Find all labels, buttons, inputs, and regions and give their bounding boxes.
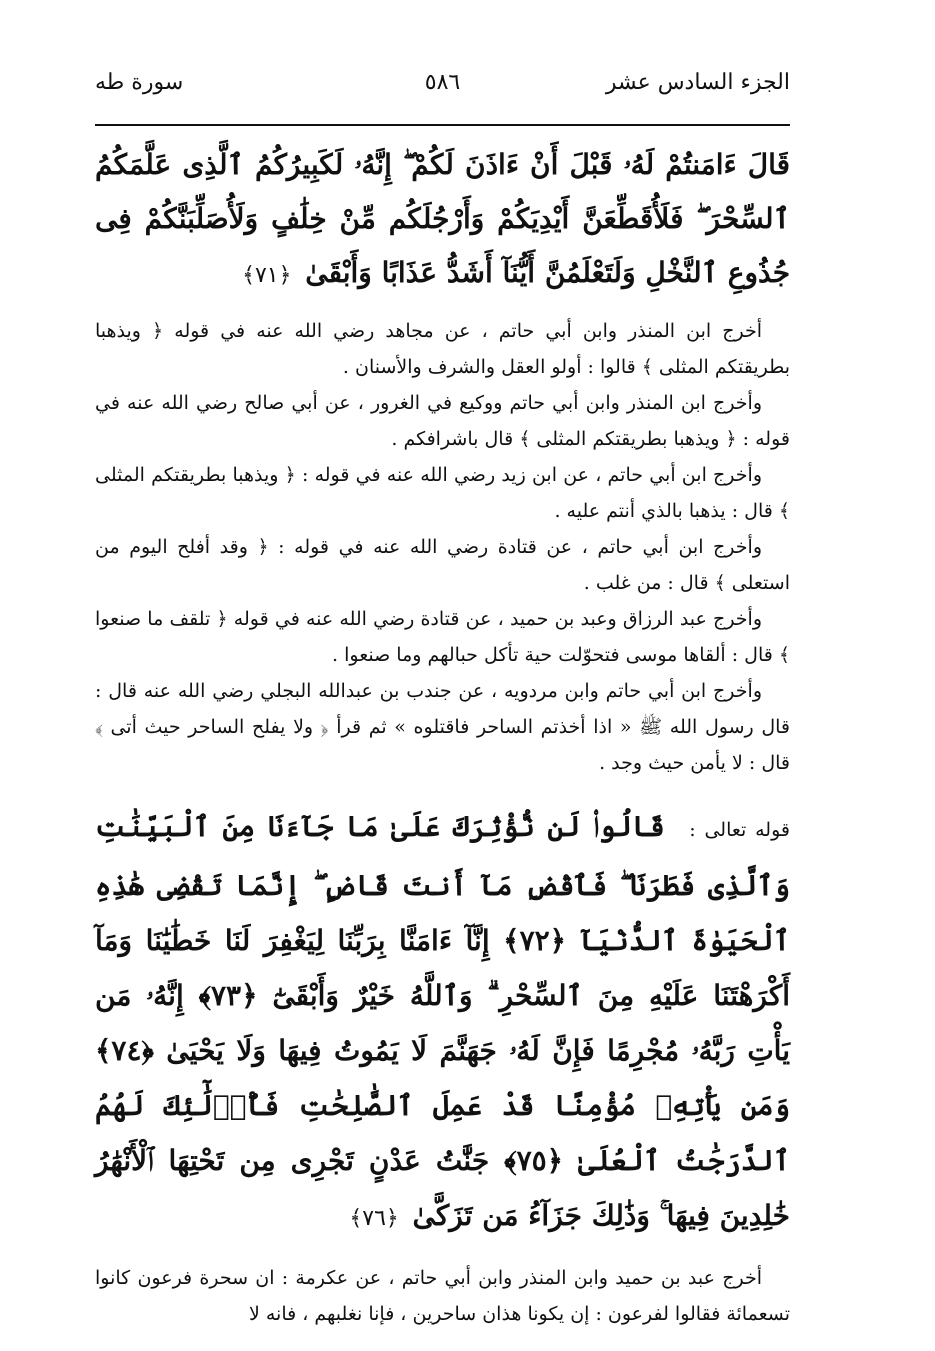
commentary-paragraph: أخرج عبد بن حميد وابن المنذر وابن أبي حاتم ، عن عكرمة : ان سحرة فرعون كانوا تسعمائة فقالوا لفرعون : إن يكونا هذان ساحرين ، فإنا نغلبهم ، فانه لا [95, 1267, 790, 1325]
ayah-number-71: ﴿٧١﴾ [242, 263, 292, 288]
part-title: الجزء السادس عشر [605, 70, 790, 95]
quran-passage-1-text: قَالَ ءَامَنتُمْ لَهُۥ قَبْلَ أَنْ ءَاذَنَ لَكُمْ ۖ إِنَّهُۥ لَكَبِيرُكُمُ ٱلَّذِى عَلَّمَكُمُ ٱلسِّحْرَ ۖ فَلَأُقَطِّعَنَّ أَيْدِيَكُمْ وَأَرْجُلَكُم مِّنْ خِلَٰفٍ وَلَأُصَلِّبَنَّكُمْ فِى جُذُوعِ ٱلنَّخْلِ وَلَتَعْلَمُنَّ أَيُّنَآ أَشَدُّ عَذَابًا وَأَبْقَىٰ [95, 148, 790, 289]
ayah-number-76: ﴿٧٦﴾ [349, 1206, 399, 1231]
quran-passage-2-text: قَالُوا۟ لَن نُّؤْثِرَكَ عَلَىٰ مَا جَآءَنَا مِنَ ٱلْبَيِّنَٰتِ وَٱلَّذِى فَطَرَنَا ۖ فَٱقْضِ مَآ أَنتَ قَاضٍ ۖ إِنَّمَا تَقْضِى هَٰذِهِ ٱلْحَيَوٰةَ ٱلدُّنْيَآ ﴿٧٢﴾ إِنَّآ ءَامَنَّا بِرَبِّنَا لِيَغْفِرَ لَنَا خَطَٰيَٰنَا وَمَآ أَكْرَهْتَنَا عَلَيْهِ مِنَ ٱلسِّحْرِ ۗ وَٱللَّهُ خَيْرٌ وَأَبْقَىٰٓ ﴿٧٣﴾ إِنَّهُۥ مَن يَأْتِ رَبَّهُۥ مُجْرِمًا فَإِنَّ لَهُۥ جَهَنَّمَ لَا يَمُوتُ فِيهَا وَلَا يَحْيَىٰ ﴿٧٤﴾ وَمَن يَأْتِهِۦ مُؤْمِنًا قَدْ عَمِلَ ٱلصَّٰلِحَٰتِ فَأُو۟لَٰٓئِكَ لَهُمُ ٱلدَّرَجَٰتُ ٱلْعُلَىٰ ﴿٧٥﴾ جَنَّٰتُ عَدْنٍ تَجْرِى مِن تَحْتِهَا ٱلْأَنْهَٰرُ خَٰلِدِينَ فِيهَا ۚ وَذَٰلِكَ جَزَآءُ مَن تَزَكَّىٰ [95, 810, 790, 1232]
commentary-paragraph: وأخرج عبد الرزاق وعبد بن حميد ، عن قتادة رضي الله عنه في قوله ﴿ تلقف ما صنعوا ﴾ قال : ألقاها موسى فتحوّلت حية تأكل حبالهم وما صنعوا . [95, 608, 790, 666]
book-page [95, 70, 790, 1332]
commentary-paragraph: وأخرج ابن أبي حاتم وابن مردويه ، عن جندب بن عبدالله البجلي رضي الله عنه قال : قال رسول الله ﷺ « اذا أخذتم الساحر فاقتلوه » ثم قرأ ﴿ ولا يفلح الساحر حيث أتى ﴾ قال : لا يأمن حيث وجد . [95, 680, 790, 774]
commentary-paragraph: وأخرج ابن المنذر وابن أبي حاتم ووكيع في الغرور ، عن أبي صالح رضي الله عنه في قوله : ﴿ ويذهبا بطريقتكم المثلى ﴾ قال باشرافكم . [95, 392, 790, 450]
quran-passage-1 [95, 138, 790, 303]
surah-title: سورة طه [95, 70, 184, 95]
commentary-2 [95, 1260, 790, 1332]
quran-passage-2 [95, 799, 790, 1246]
commentary-paragraph: وأخرج ابن أبي حاتم ، عن ابن زيد رضي الله عنه في قوله : ﴿ ويذهبا بطريقتكم المثلى ﴾ قال : يذهبا بالذي أنتم عليه . [95, 464, 790, 522]
commentary-1 [95, 313, 790, 781]
commentary-paragraph: أخرج ابن المنذر وابن أبي حاتم ، عن مجاهد رضي الله عنه في قوله ﴿ ويذهبا بطريقتكم المثلى ﴾ قالوا : أولو العقل والشرف والأسنان . [95, 320, 790, 378]
page-header [95, 70, 790, 110]
page-number: ٥٨٦ [424, 70, 461, 95]
header-rule [95, 124, 790, 126]
quran-passage-2-intro: قوله تعالى : [689, 819, 790, 841]
commentary-paragraph: وأخرج ابن أبي حاتم ، عن قتادة رضي الله عنه في قوله : ﴿ وقد أفلح اليوم من استعلى ﴾ قال : من غلب . [95, 536, 790, 594]
